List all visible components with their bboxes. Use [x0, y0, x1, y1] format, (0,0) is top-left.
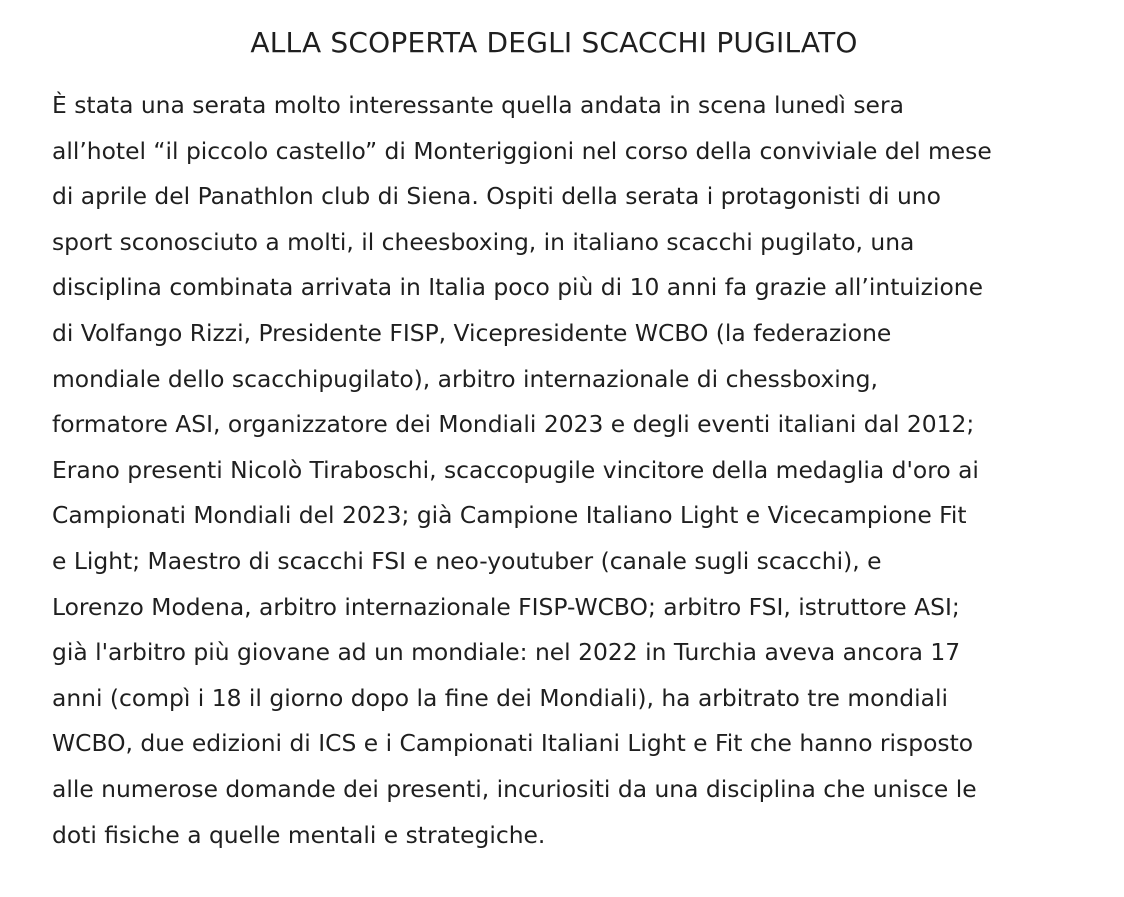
- article-line: di Volfango Rizzi, Presidente FISP, Vicepresidente WCBO (la federazione: [52, 318, 892, 347]
- article-line: doti fisiche a quelle mentali e strategiche.: [52, 820, 546, 849]
- article-title: ALLA SCOPERTA DEGLI SCACCHI PUGILATO: [250, 26, 858, 59]
- article-line: Erano presenti Nicolò Tiraboschi, scaccopugile vincitore della medaglia d'oro ai: [52, 455, 979, 484]
- article-line: formatore ASI, organizzatore dei Mondiali 2023 e degli eventi italiani dal 2012;: [52, 410, 975, 439]
- article-line: anni (compì i 18 il giorno dopo la fine dei Mondiali), ha arbitrato tre mondiali: [52, 683, 948, 712]
- article-body: [52, 83, 1062, 858]
- article-line: all’hotel “il piccolo castello” di Monteriggioni nel corso della conviviale del mese: [52, 136, 992, 165]
- article-line: sport sconosciuto a molti, il cheesboxing, in italiano scacchi pugilato, una: [52, 227, 915, 256]
- article-line: di aprile del Panathlon club di Siena. Ospiti della serata i protagonisti di uno: [52, 182, 941, 211]
- article-line: alle numerose domande dei presenti, incuriositi da una disciplina che unisce le: [52, 774, 977, 803]
- article-line: Lorenzo Modena, arbitro internazionale FISP-WCBO; arbitro FSI, istruttore ASI;: [52, 592, 960, 621]
- article-line: È stata una serata molto interessante quella andata in scena lunedì sera: [52, 91, 904, 119]
- article-line: disciplina combinata arrivata in Italia poco più di 10 anni fa grazie all’intuizione: [52, 273, 983, 302]
- article-line: e Light; Maestro di scacchi FSI e neo-youtuber (canale sugli scacchi), e: [52, 546, 882, 575]
- article-line: già l'arbitro più giovane ad un mondiale: nel 2022 in Turchia aveva ancora 17: [52, 638, 961, 667]
- article-line: Campionati Mondiali del 2023; già Campione Italiano Light e Vicecampione Fit: [52, 501, 967, 530]
- article-line: WCBO, due edizioni di ICS e i Campionati Italiani Light e Fit che hanno risposto: [52, 729, 974, 758]
- article-line: mondiale dello scacchipugilato), arbitro internazionale di chessboxing,: [52, 364, 878, 393]
